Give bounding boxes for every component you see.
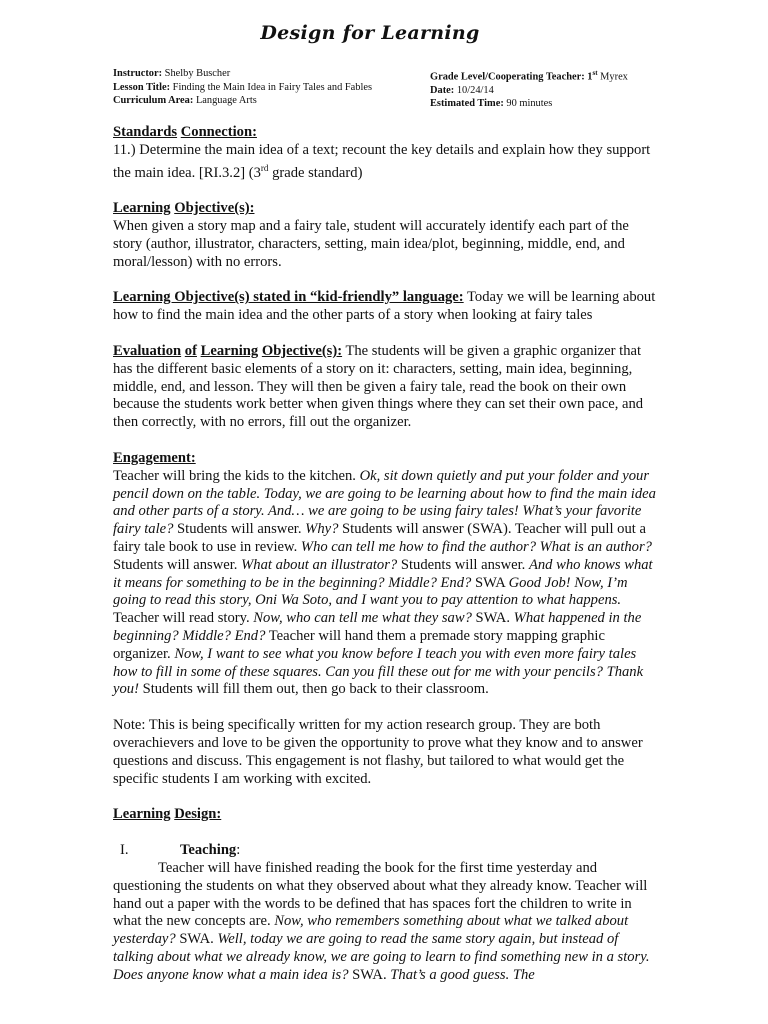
narration-text: Students will answer (SWA). Teacher will pull out a fairy tale book to use in review. — [113, 521, 646, 555]
teacher-speech: Who can tell me how to find the author? What is an author? — [300, 539, 652, 555]
teacher-speech: What about an illustrator? — [241, 556, 398, 573]
teacher-speech: Good Job! Now, I’m going to read this story, Oni Wa Soto, and I want you to pay attention to what happens. — [113, 574, 628, 609]
objective-heading: Learning Objective(s): — [113, 200, 255, 217]
teacher-speech: Now, who can tell me what they saw? — [253, 610, 472, 627]
engagement-text — [113, 468, 661, 699]
teacher-speech: Ok, sit down quietly and put your folder and your pencil down on the table. Today, we are going to be learning about how to find the main idea and other parts of a story. And… we are going to be using fairy tales! What’s your favorite fairy tale? — [113, 467, 656, 538]
narration-text: SWA. — [471, 610, 514, 627]
objective-text: When given a story map and a fairy tale, student will accurately identify each part of the story (author, illustrator, characters, setting, main idea/plot, beginning, middle, end, and moral/lesson) with no errors. — [113, 218, 629, 270]
teaching-item-heading: I. Teaching: — [120, 842, 241, 859]
teacher-speech: That’s a good guess. The — [390, 966, 535, 983]
evaluation-paragraph: Evaluation of Learning Objective(s): The students will be given a graphic organizer that has the different basic elements of a story on it: characters, setting, main idea, beginning, middle, end, and lesson. They will then be given a fairy tale, read the book on their own because the students work better when given things where they can set their own pace, and then correctly, with no errors, fill out the organizer. — [113, 343, 644, 431]
teacher-speech: Now, I want to see what you know before I teach you with even more fairy tales how to fill in some of these squares. Can you fill these out for me with your pencils? Thank you! — [113, 645, 644, 698]
document-body — [113, 124, 661, 985]
teacher-speech: Well, today we are going to read the same story again, but instead of talking about what we already know, we are going to learn to find something new in a story. Does anyone know what a main idea is? — [113, 931, 650, 983]
evaluation-heading: Evaluation of Learning Objective(s): — [113, 343, 343, 360]
narration-text: Students will answer. — [113, 556, 242, 573]
curriculum-area-line: Curriculum Area: Language Arts — [113, 95, 257, 106]
narration-text: Students will answer. — [173, 521, 306, 538]
kid-friendly-heading: Learning Objective(s) stated in “kid-friendly” language: — [113, 289, 464, 306]
learning-design-heading: Learning Design: — [113, 806, 222, 823]
instructor-line: Instructor: Shelby Buscher — [113, 68, 231, 79]
narration-text: Teacher will read story. — [113, 610, 254, 627]
teacher-speech: And who knows what it means for something to be in the beginning? Middle? End? — [113, 556, 653, 591]
date-line: Date: 10/24/14 — [430, 84, 494, 96]
lesson-title-line: Lesson Title: Finding the Main Idea in Fairy Tales and Fables — [113, 81, 373, 93]
narration-text: Teacher will hand them a premade story mapping graphic organizer. — [113, 627, 605, 662]
narration-text: SWA. — [348, 966, 391, 983]
narration-text: SWA — [471, 574, 509, 591]
teacher-speech: What happened in the beginning? Middle? End? — [113, 610, 642, 644]
narration-text: Students will fill them out, then go back to their classroom. — [138, 681, 489, 698]
teaching-text — [113, 860, 661, 985]
kid-friendly-paragraph: Learning Objective(s) stated in “kid-friendly” language: Today we will be learning about how to find the main idea and the other parts of a story when looking at fairy tales — [113, 289, 656, 324]
engagement-note: Note: This is being specifically written for my action research group. They are both overachievers and love to be given the opportunity to prove what they know and to answer questions and discuss. This engagement is not flashy, but tailored to what would get the specific students I am working with excited. — [113, 717, 643, 787]
document-title: Design for Learning — [260, 22, 480, 44]
standards-text: 11.) Determine the main idea of a text; recount the key details and explain how they support the main idea. [RI.3.2] (3rd grade standard) — [113, 141, 651, 181]
narration-text: SWA. — [175, 931, 218, 948]
teacher-speech: Why? — [305, 521, 339, 538]
teacher-speech: Now, who remembers something about what we talked about yesterday? — [113, 913, 629, 948]
header-left — [113, 67, 423, 108]
header-right — [430, 67, 730, 111]
engagement-heading: Engagement: — [113, 450, 196, 467]
estimated-time-line: Estimated Time: 90 minutes — [430, 98, 553, 110]
standards-heading: Standards Connection: — [113, 124, 257, 140]
narration-text: Teacher will have finished reading the book for the first time yesterday and questioning the students on what they observed about what they already know. Teacher will hand out a paper with the words to be defined that has spaces fort the children to write in what the new concepts are. — [113, 859, 648, 930]
narration-text: Teacher will bring the kids to the kitchen. — [113, 467, 360, 484]
narration-text: Students will answer. — [397, 556, 529, 573]
grade-level-line: Grade Level/Cooperating Teacher: 1st Myrex — [430, 69, 628, 83]
